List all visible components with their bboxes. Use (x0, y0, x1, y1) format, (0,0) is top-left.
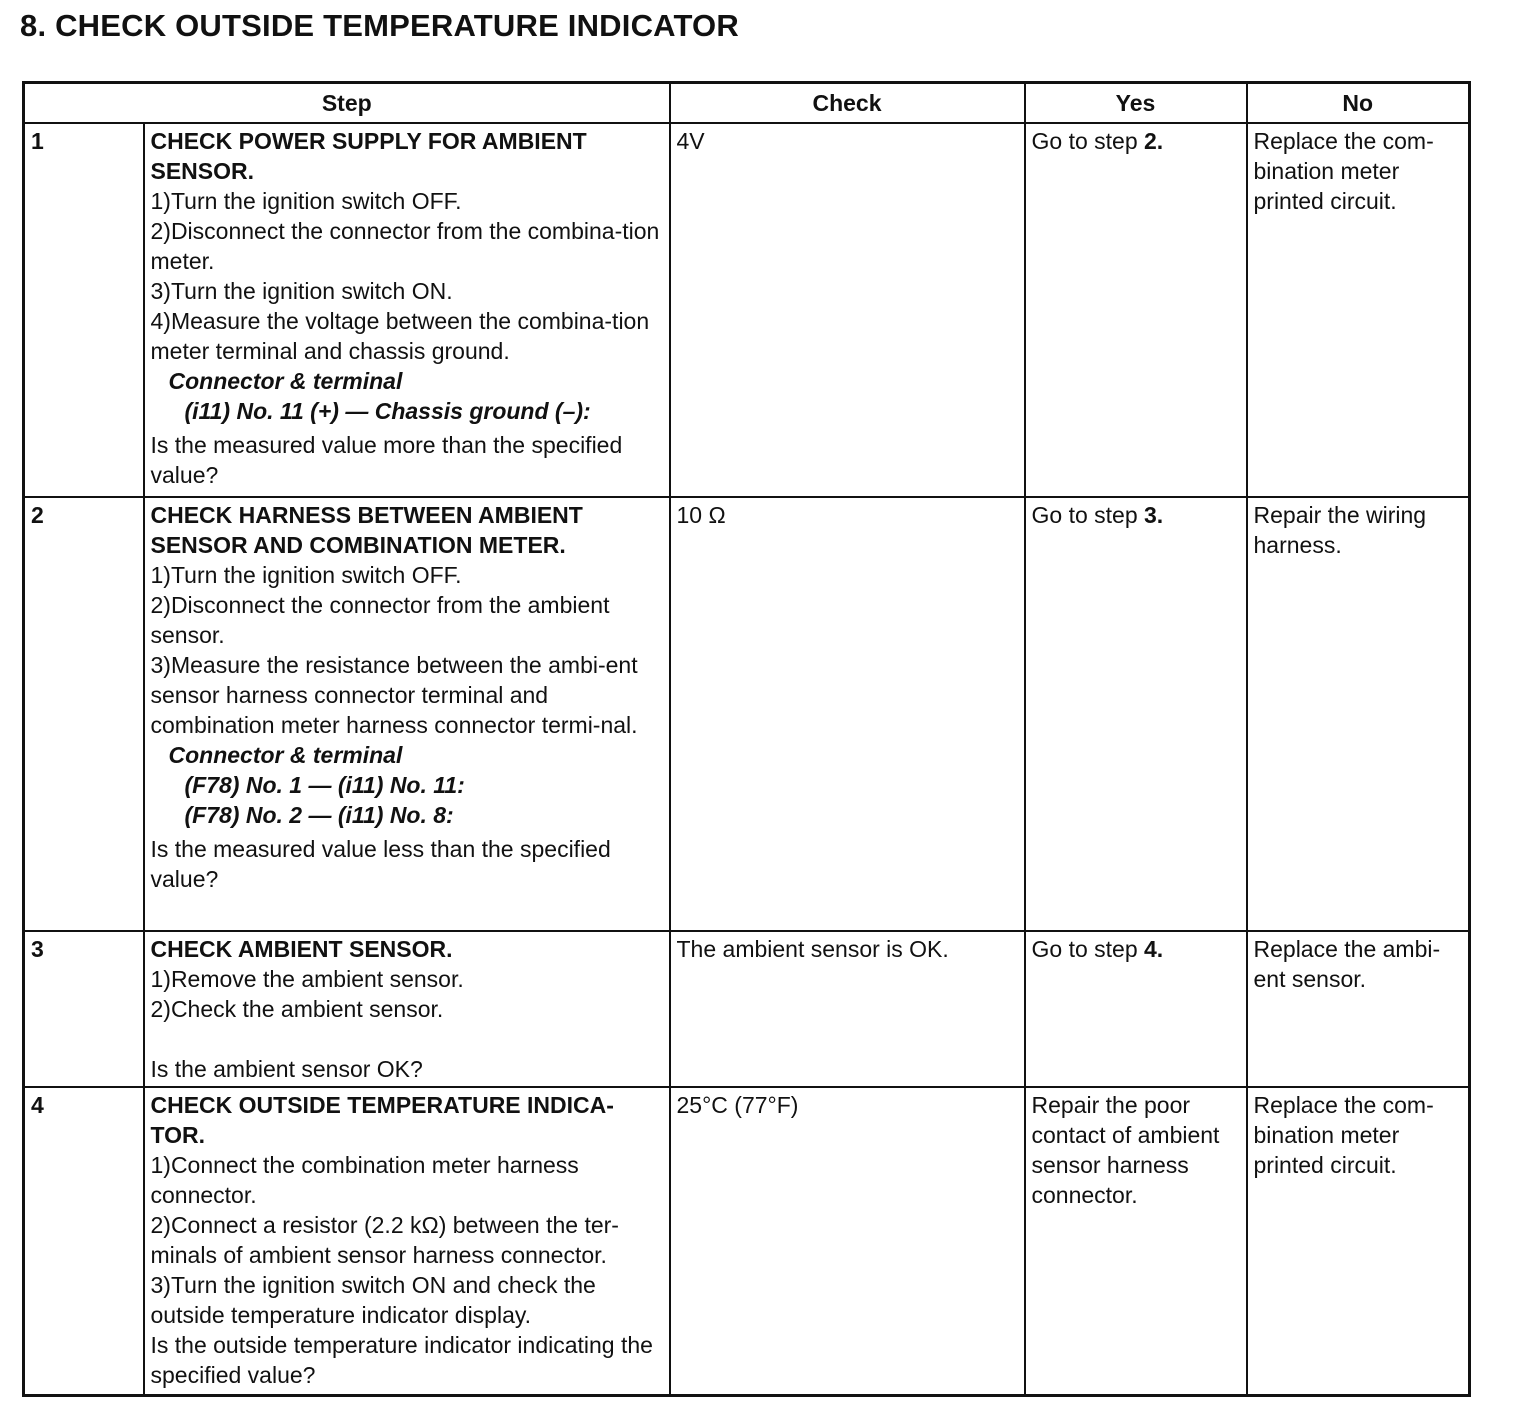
step-question: Is the measured value more than the specified value? (150, 432, 623, 488)
header-check: Check (670, 83, 1025, 124)
step-number: 1 (24, 123, 144, 497)
yes-prefix: Go to step (1031, 128, 1145, 154)
step-question: Is the ambient sensor OK? (150, 1056, 423, 1082)
step-heading: CHECK HARNESS BETWEEN AMBIENT SENSOR AND COMBINATION METER. (150, 502, 583, 558)
check-value: The ambient sensor is OK. (670, 931, 1025, 1087)
step-number: 2 (24, 497, 144, 931)
instruction: 2)Check the ambient sensor. (150, 996, 444, 1022)
instruction: 1)Turn the ignition switch OFF. (150, 188, 462, 214)
instruction: 1)Turn the ignition switch OFF. (150, 562, 462, 588)
yes-prefix: Go to step (1031, 936, 1145, 962)
header-yes: Yes (1025, 83, 1247, 124)
table-row (24, 497, 1470, 931)
table-row (24, 931, 1470, 1087)
yes-prefix: Go to step (1031, 502, 1145, 528)
no-action: Replace the com-bination meter printed circuit. (1247, 123, 1470, 497)
yes-step-ref: 4. (1144, 936, 1164, 962)
page-title: 8. CHECK OUTSIDE TEMPERATURE INDICATOR (20, 8, 739, 43)
connector-value: (F78) No. 2 — (i11) No. 8: (184, 802, 454, 828)
no-action: Replace the com-bination meter printed circuit. (1247, 1087, 1470, 1395)
step-number: 4 (24, 1087, 144, 1395)
yes-action (1025, 931, 1247, 1087)
step-heading: CHECK OUTSIDE TEMPERATURE INDICA-TOR. (150, 1092, 614, 1148)
spacer (151, 1024, 663, 1054)
yes-step-ref: 2. (1144, 128, 1164, 154)
step-heading: CHECK POWER SUPPLY FOR AMBIENT SENSOR. (150, 128, 587, 184)
connector-label: Connector & terminal (168, 742, 403, 768)
connector-label: Connector & terminal (168, 368, 403, 394)
header-step: Step (24, 83, 670, 124)
check-value: 4V (670, 123, 1025, 497)
instruction: 1)Connect the combination meter harness connector. (150, 1152, 579, 1208)
step-description (144, 497, 670, 931)
table-row (24, 1087, 1470, 1395)
connector-value: (F78) No. 1 — (i11) No. 11: (184, 772, 465, 798)
step-description (144, 1087, 670, 1395)
yes-action: Repair the poor contact of ambient sensor harness connector. (1025, 1087, 1247, 1395)
instruction: 4)Measure the voltage between the combina-tion meter terminal and chassis ground. (150, 308, 650, 364)
check-value: 10 Ω (670, 497, 1025, 931)
step-description (144, 123, 670, 497)
connector-value: (i11) No. 11 (+) — Chassis ground (–): (184, 398, 591, 424)
yes-action (1025, 497, 1247, 931)
header-no: No (1247, 83, 1470, 124)
step-heading: CHECK AMBIENT SENSOR. (150, 936, 453, 962)
instruction: 3)Measure the resistance between the ambi-ent sensor harness connector terminal and combination meter harness connector termi-nal. (150, 652, 638, 738)
check-value: 25°C (77°F) (670, 1087, 1025, 1395)
no-action: Repair the wiring harness. (1247, 497, 1470, 931)
instruction: 2)Connect a resistor (2.2 kΩ) between the ter-minals of ambient sensor harness connector. (150, 1212, 619, 1268)
instruction: 2)Disconnect the connector from the combina-tion meter. (150, 218, 660, 274)
step-number: 3 (24, 931, 144, 1087)
yes-action (1025, 123, 1247, 497)
step-description (144, 931, 670, 1087)
instruction: 3)Turn the ignition switch ON and check the outside temperature indicator display. (150, 1272, 596, 1328)
table-header-row (24, 83, 1470, 124)
no-action: Replace the ambi-ent sensor. (1247, 931, 1470, 1087)
instruction: 1)Remove the ambient sensor. (150, 966, 464, 992)
step-question: Is the outside temperature indicator indicating the specified value? (150, 1332, 653, 1388)
instruction: 2)Disconnect the connector from the ambient sensor. (150, 592, 610, 648)
step-question: Is the measured value less than the specified value? (150, 836, 611, 892)
procedure-table (22, 81, 1471, 1397)
instruction: 3)Turn the ignition switch ON. (150, 278, 453, 304)
table-row (24, 123, 1470, 497)
yes-step-ref: 3. (1144, 502, 1164, 528)
